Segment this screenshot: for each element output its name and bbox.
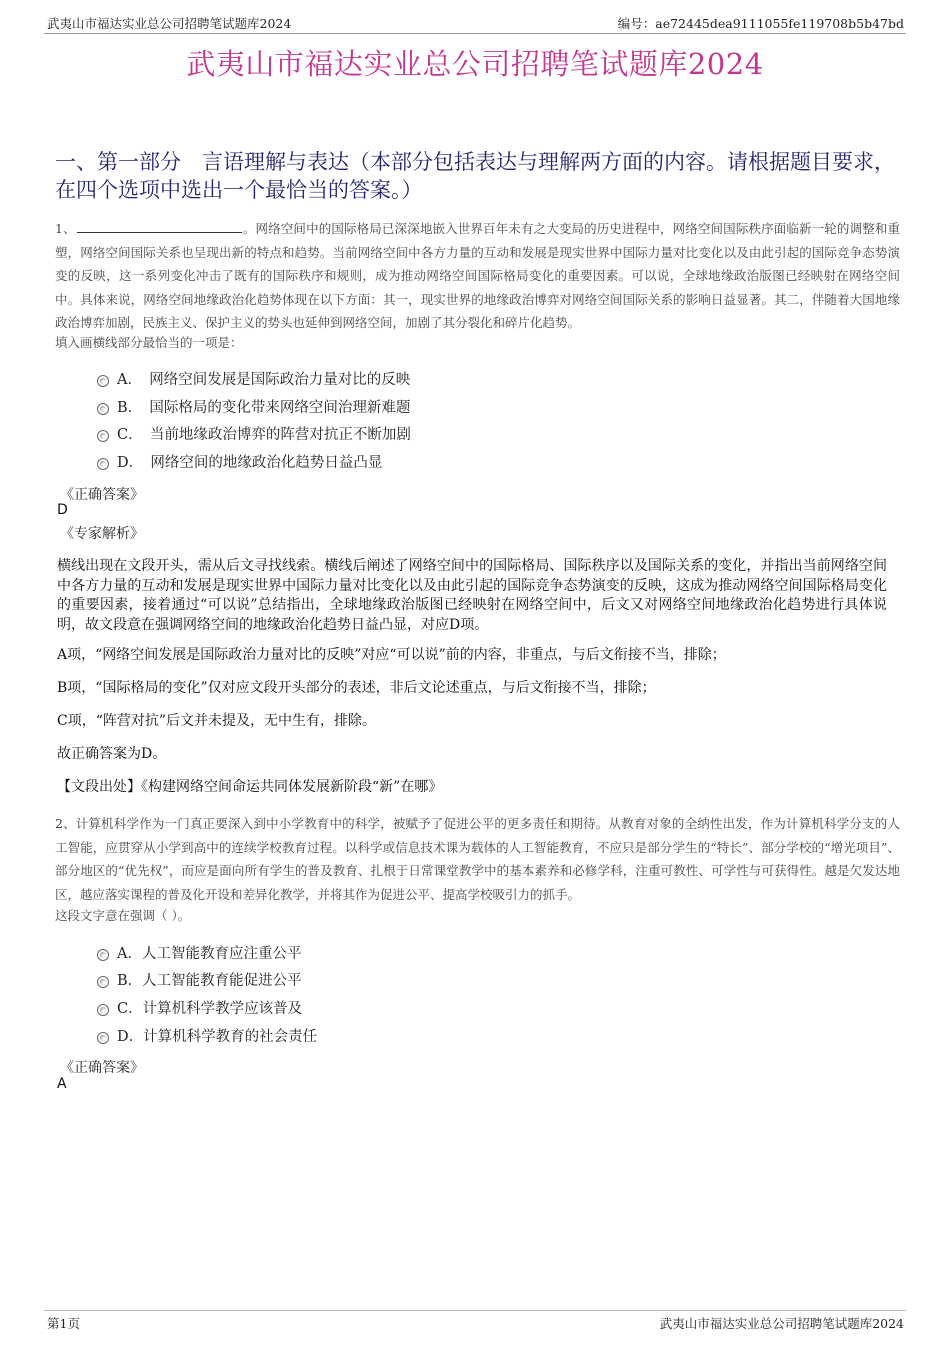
q1-source: 【文段出处】《构建网络空间命运共同体发展新阶段“新”在哪》 [57,779,443,795]
q1-text: 。网络空间中的国际格局已深深地嵌入世界百年未有之大变局的历史进程中，网络空间国际秩序面临新一轮的调整和重塑，网络空间国际关系也呈现出新的特点和趋势。当前网络空间中各方力量的互动和发展是现实世界中国际力量对比变化以及由此引起的国际竞争态势演变的反映，这一系列变化冲击了既有的国际秩序和规则，成为推动网络空间国际格局变化的重要因素。可以说，全球地缘政治版图已经映射在网络空间中。具体来说，网络空间地缘政治化趋势体现在以下方面：其一，现实世界的地缘政治博弈对网络空间国际关系的影响日益显著。其二，伴随着大国地缘政治博弈加剧，民族主义、保护主义的势头也延伸到网络空间，加剧了其分裂化和碎片化趋势。 [55,221,900,330]
q1-analysis-label: 《专家解析》 [60,526,144,542]
q1-analysis-conclusion: 故正确答案为D。 [57,746,167,762]
footer-divider [44,1310,906,1311]
option-label: C．计算机科学教学应该普及 [117,1001,303,1017]
q2-option-b[interactable] [97,971,302,991]
option-label: B．人工智能教育能促进公平 [117,973,302,989]
q1-option-c[interactable] [97,425,411,445]
q1-analysis-main: 横线出现在文段开头，需从后文寻找线索。横线后阐述了网络空间中的国际格局、国际秩序以及国际关系的变化，并指出当前网络空间中各方力量的互动和发展是现实世界中国际力量对比变化以及由此引起的国际竞争态势演变的反映，这成为推动网络空间国际格局变化的重要因素，接着通过“可以说”总结指出，全球地缘政治版图已经映射在网络空间中，后文又对网络空间地缘政治化趋势进行具体说明，故文段意在强调网络空间的地缘政治化趋势日益凸显，对应D项。 [57,558,887,633]
q1-option-d[interactable] [97,453,382,473]
radio-icon[interactable] [97,430,109,442]
q1-answer-label: 《正确答案》 [60,487,144,503]
option-label: A． 网络空间发展是国际政治力量对比的反映 [117,372,411,388]
q1-blank [77,218,242,233]
q2-answer-label: 《正确答案》 [60,1060,144,1076]
q1-prompt: 填入画横线部分最恰当的一项是： [55,335,243,350]
option-label: C． 当前地缘政治博弈的阵营对抗正不断加剧 [117,427,411,443]
q1-analysis-c: C项，“阵营对抗”后文并未提及，无中生有，排除。 [57,713,377,729]
option-label: D．计算机科学教育的社会责任 [117,1029,318,1045]
page-number: 第1页 [47,1316,80,1331]
radio-icon[interactable] [97,458,109,470]
radio-icon[interactable] [97,375,109,387]
footer-title: 武夷山市福达实业总公司招聘笔试题库2024 [659,1316,904,1331]
page-title: 武夷山市福达实业总公司招聘笔试题库2024 [186,47,764,81]
option-label: B． 国际格局的变化带来网络空间治理新难题 [117,400,411,416]
header-divider [44,33,906,34]
q1-answer: D [57,502,68,518]
q1-option-a[interactable] [97,370,410,390]
q1-option-b[interactable] [97,398,410,418]
q2-option-c[interactable] [97,999,302,1019]
header-left: 武夷山市福达实业总公司招聘笔试题库2024 [47,16,292,31]
q2-option-a[interactable] [97,944,301,964]
radio-icon[interactable] [97,976,109,988]
header-doc-id: 编号：ae72445dea9111055fe119708b5b47bd [617,16,904,31]
q1-number: 1、 [55,221,76,236]
radio-icon[interactable] [97,949,109,961]
q1-analysis-b: B项，“国际格局的变化”仅对应文段开头部分的表述，非后文论述重点，与后文衔接不当，排除； [57,680,656,696]
q2-passage: 2、计算机科学作为一门真正要深入到中小学教育中的科学，被赋予了促进公平的更多责任和期待。从教育对象的全纳性出发，作为计算机科学分支的人工智能，应贯穿从小学到高中的连续学校教育过程。以科学或信息技术课为载体的人工智能教育，不应只是部分学生的“特长”、部分学校的“增光项目”、部分地区的“优先权”，而应是面向所有学生的普及教育、扎根于日常课堂教学中的基本素养和必修学科，注重可教性、可学性与可获得性。越是欠发达地区，越应落实课程的普及化开设和差异化教学，并将其作为促进公平、提高学校吸引力的抓手。 [55,816,900,902]
q2-answer: A [57,1076,67,1092]
option-label: D． 网络空间的地缘政治化趋势日益凸显 [117,455,383,471]
section-heading: 一、第一部分 言语理解与表达（本部分包括表达与理解两方面的内容。请根据题目要求，在四个选项中选出一个最恰当的答案。） [55,150,895,202]
radio-icon[interactable] [97,1004,109,1016]
radio-icon[interactable] [97,403,109,415]
q1-passage [55,217,900,335]
radio-icon[interactable] [97,1032,109,1044]
option-label: A．人工智能教育应注重公平 [117,946,302,962]
q2-prompt: 这段文字意在强调（ ）。 [55,908,191,923]
q2-option-d[interactable] [97,1027,317,1047]
q1-analysis-a: A项，“网络空间发展是国际政治力量对比的反映”对应“可以说”前的内容，非重点，与后文衔接不当，排除； [57,647,726,663]
